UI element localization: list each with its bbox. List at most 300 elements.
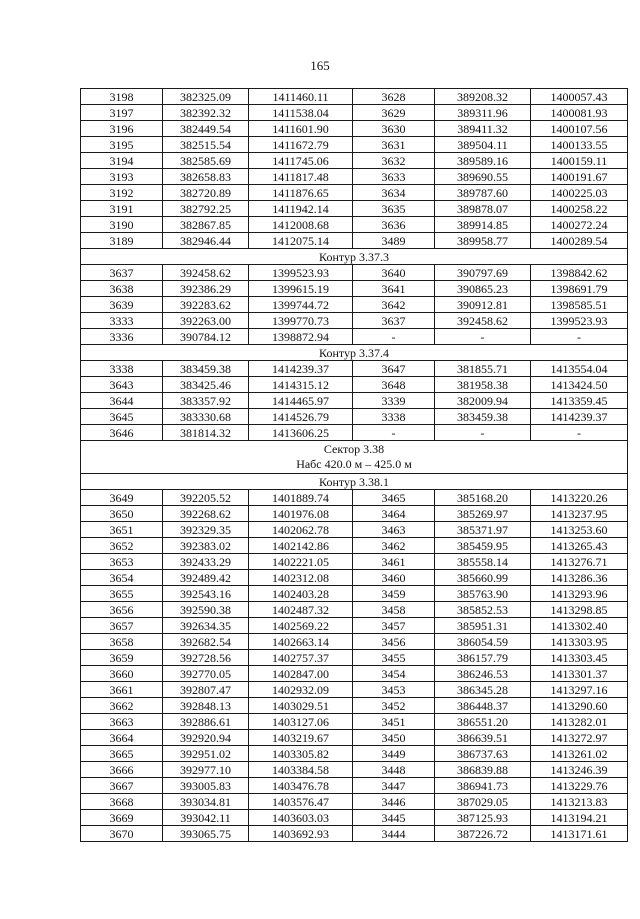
x-coordinate-cell: 383357.92: [163, 393, 249, 409]
x-coordinate-cell: 386639.51: [435, 730, 531, 746]
x-coordinate-cell: 392682.54: [163, 634, 249, 650]
y-coordinate-cell: 1414315.12: [249, 377, 353, 393]
y-coordinate-cell: 1413293.96: [531, 586, 628, 602]
coordinates-table: [80, 88, 628, 842]
y-coordinate-cell: 1399523.93: [249, 265, 353, 281]
x-coordinate-cell: 386448.37: [435, 698, 531, 714]
y-coordinate-cell: 1414465.97: [249, 393, 353, 409]
x-coordinate-cell: 385660.99: [435, 570, 531, 586]
point-number-cell: 3631: [353, 137, 435, 153]
y-coordinate-cell: 1411817.48: [249, 169, 353, 185]
x-coordinate-cell: 382720.89: [163, 185, 249, 201]
point-number-cell: 3644: [81, 393, 163, 409]
point-number-cell: 3464: [353, 506, 435, 522]
table-row: [81, 377, 628, 393]
point-number-cell: 3654: [81, 570, 163, 586]
point-number-cell: 3448: [353, 762, 435, 778]
contour-header-row: [81, 249, 628, 265]
point-number-cell: 3661: [81, 682, 163, 698]
point-number-cell: 3653: [81, 554, 163, 570]
table-row: [81, 89, 628, 105]
y-coordinate-cell: 1413290.60: [531, 698, 628, 714]
point-number-cell: 3489: [353, 233, 435, 249]
x-coordinate-cell: 392728.56: [163, 650, 249, 666]
y-coordinate-cell: 1413272.97: [531, 730, 628, 746]
table-row: [81, 137, 628, 153]
y-coordinate-cell: 1400159.11: [531, 153, 628, 169]
y-coordinate-cell: 1412008.68: [249, 217, 353, 233]
point-number-cell: 3458: [353, 602, 435, 618]
y-coordinate-cell: 1399744.72: [249, 297, 353, 313]
point-number-cell: 3666: [81, 762, 163, 778]
point-number-cell: 3463: [353, 522, 435, 538]
contour-heading: [81, 249, 628, 265]
x-coordinate-cell: 392205.52: [163, 490, 249, 506]
y-coordinate-cell: 1400081.93: [531, 105, 628, 121]
point-number-cell: 3189: [81, 233, 163, 249]
table-row: [81, 746, 628, 762]
x-coordinate-cell: 392886.61: [163, 714, 249, 730]
point-number-cell: 3450: [353, 730, 435, 746]
y-coordinate-cell: 1413297.16: [531, 682, 628, 698]
y-coordinate-cell: 1398691.79: [531, 281, 628, 297]
point-number-cell: 3333: [81, 313, 163, 329]
y-coordinate-cell: 1413213.83: [531, 794, 628, 810]
point-number-cell: 3452: [353, 698, 435, 714]
y-coordinate-cell: 1400191.67: [531, 169, 628, 185]
point-number-cell: 3629: [353, 105, 435, 121]
table-row: [81, 217, 628, 233]
x-coordinate-cell: 386054.59: [435, 634, 531, 650]
x-coordinate-cell: 386941.73: [435, 778, 531, 794]
x-coordinate-cell: 385269.97: [435, 506, 531, 522]
x-coordinate-cell: 382792.25: [163, 201, 249, 217]
y-coordinate-cell: 1413171.61: [531, 826, 628, 842]
y-coordinate-cell: 1413276.71: [531, 554, 628, 570]
y-coordinate-cell: 1401976.08: [249, 506, 353, 522]
point-number-cell: 3635: [353, 201, 435, 217]
y-coordinate-cell: 1413286.36: [531, 570, 628, 586]
table-row: [81, 233, 628, 249]
table-row: [81, 666, 628, 682]
table-row: [81, 265, 628, 281]
x-coordinate-cell: 386345.28: [435, 682, 531, 698]
x-coordinate-cell: 382946.44: [163, 233, 249, 249]
y-coordinate-cell: 1403029.51: [249, 698, 353, 714]
x-coordinate-cell: 393065.75: [163, 826, 249, 842]
y-coordinate-cell: 1398842.62: [531, 265, 628, 281]
point-number-cell: 3447: [353, 778, 435, 794]
point-number-cell: 3651: [81, 522, 163, 538]
table-row: [81, 185, 628, 201]
y-coordinate-cell: 1413606.25: [249, 425, 353, 441]
y-coordinate-cell: 1398585.51: [531, 297, 628, 313]
x-coordinate-cell: 390865.23: [435, 281, 531, 297]
y-coordinate-cell: 1414239.37: [531, 409, 628, 425]
x-coordinate-cell: 389311.96: [435, 105, 531, 121]
point-number-cell: 3633: [353, 169, 435, 185]
point-number-cell: 3465: [353, 490, 435, 506]
x-coordinate-cell: 383459.38: [163, 361, 249, 377]
table-row: [81, 297, 628, 313]
point-number-cell: 3339: [353, 393, 435, 409]
y-coordinate-cell: 1402062.78: [249, 522, 353, 538]
point-number-cell: -: [353, 329, 435, 345]
y-coordinate-cell: 1413298.85: [531, 602, 628, 618]
point-number-cell: 3658: [81, 634, 163, 650]
table-row: [81, 538, 628, 554]
y-coordinate-cell: -: [531, 425, 628, 441]
point-number-cell: 3456: [353, 634, 435, 650]
point-number-cell: 3652: [81, 538, 163, 554]
point-number-cell: 3444: [353, 826, 435, 842]
point-number-cell: 3642: [353, 297, 435, 313]
x-coordinate-cell: 393042.11: [163, 810, 249, 826]
y-coordinate-cell: 1403603.03: [249, 810, 353, 826]
y-coordinate-cell: 1402663.14: [249, 634, 353, 650]
x-coordinate-cell: 382325.09: [163, 89, 249, 105]
point-number-cell: 3194: [81, 153, 163, 169]
table-row: [81, 361, 628, 377]
table-row: [81, 121, 628, 137]
point-number-cell: 3638: [81, 281, 163, 297]
point-number-cell: 3637: [81, 265, 163, 281]
x-coordinate-cell: 390784.12: [163, 329, 249, 345]
x-coordinate-cell: 392489.42: [163, 570, 249, 586]
heading-line: Набс 420.0 м – 425.0 м: [296, 457, 412, 471]
x-coordinate-cell: 389690.55: [435, 169, 531, 185]
x-coordinate-cell: 387125.93: [435, 810, 531, 826]
x-coordinate-cell: 382009.94: [435, 393, 531, 409]
y-coordinate-cell: 1413237.95: [531, 506, 628, 522]
table-row: [81, 698, 628, 714]
heading-line: Контур 3.37.3: [319, 249, 389, 264]
y-coordinate-cell: 1413229.76: [531, 778, 628, 794]
point-number-cell: 3648: [353, 377, 435, 393]
point-number-cell: 3462: [353, 538, 435, 554]
y-coordinate-cell: 1411876.65: [249, 185, 353, 201]
y-coordinate-cell: 1413246.39: [531, 762, 628, 778]
point-number-cell: 3639: [81, 297, 163, 313]
y-coordinate-cell: 1413302.40: [531, 618, 628, 634]
table-row: [81, 169, 628, 185]
y-coordinate-cell: 1413303.45: [531, 650, 628, 666]
x-coordinate-cell: 392283.62: [163, 297, 249, 313]
x-coordinate-cell: 392590.38: [163, 602, 249, 618]
y-coordinate-cell: 1402403.28: [249, 586, 353, 602]
point-number-cell: 3657: [81, 618, 163, 634]
point-number-cell: 3192: [81, 185, 163, 201]
point-number-cell: 3336: [81, 329, 163, 345]
y-coordinate-cell: 1403476.78: [249, 778, 353, 794]
table-row: [81, 506, 628, 522]
x-coordinate-cell: 386737.63: [435, 746, 531, 762]
table-row: [81, 105, 628, 121]
heading-line: Контур 3.38.1: [319, 474, 389, 489]
y-coordinate-cell: 1411460.11: [249, 89, 353, 105]
point-number-cell: 3461: [353, 554, 435, 570]
table-row: [81, 794, 628, 810]
point-number-cell: -: [353, 425, 435, 441]
x-coordinate-cell: 389411.32: [435, 121, 531, 137]
x-coordinate-cell: 389914.85: [435, 217, 531, 233]
x-coordinate-cell: 389958.77: [435, 233, 531, 249]
x-coordinate-cell: 382867.85: [163, 217, 249, 233]
y-coordinate-cell: 1402847.00: [249, 666, 353, 682]
point-number-cell: 3659: [81, 650, 163, 666]
point-number-cell: 3634: [353, 185, 435, 201]
table-row: [81, 826, 628, 842]
x-coordinate-cell: 382658.83: [163, 169, 249, 185]
point-number-cell: 3445: [353, 810, 435, 826]
point-number-cell: 3191: [81, 201, 163, 217]
x-coordinate-cell: 392329.35: [163, 522, 249, 538]
x-coordinate-cell: 383425.46: [163, 377, 249, 393]
y-coordinate-cell: 1399770.73: [249, 313, 353, 329]
y-coordinate-cell: 1414526.79: [249, 409, 353, 425]
contour-heading: [81, 345, 628, 361]
point-number-cell: 3655: [81, 586, 163, 602]
point-number-cell: 3643: [81, 377, 163, 393]
x-coordinate-cell: 382392.32: [163, 105, 249, 121]
x-coordinate-cell: 392951.02: [163, 746, 249, 762]
x-coordinate-cell: 392807.47: [163, 682, 249, 698]
point-number-cell: 3660: [81, 666, 163, 682]
x-coordinate-cell: 389504.11: [435, 137, 531, 153]
x-coordinate-cell: 383330.68: [163, 409, 249, 425]
y-coordinate-cell: 1400289.54: [531, 233, 628, 249]
point-number-cell: 3460: [353, 570, 435, 586]
table-row: [81, 778, 628, 794]
point-number-cell: 3662: [81, 698, 163, 714]
table-row: [81, 682, 628, 698]
x-coordinate-cell: 385371.97: [435, 522, 531, 538]
point-number-cell: 3198: [81, 89, 163, 105]
x-coordinate-cell: 392458.62: [435, 313, 531, 329]
table-row: [81, 329, 628, 345]
x-coordinate-cell: 382515.54: [163, 137, 249, 153]
y-coordinate-cell: 1403384.58: [249, 762, 353, 778]
table-row: [81, 730, 628, 746]
point-number-cell: 3650: [81, 506, 163, 522]
x-coordinate-cell: 390797.69: [435, 265, 531, 281]
point-number-cell: 3449: [353, 746, 435, 762]
point-number-cell: 3636: [353, 217, 435, 233]
y-coordinate-cell: 1413253.60: [531, 522, 628, 538]
x-coordinate-cell: 382449.54: [163, 121, 249, 137]
x-coordinate-cell: 387226.72: [435, 826, 531, 842]
y-coordinate-cell: 1401889.74: [249, 490, 353, 506]
point-number-cell: 3668: [81, 794, 163, 810]
table-row: [81, 810, 628, 826]
table-row: [81, 409, 628, 425]
point-number-cell: 3667: [81, 778, 163, 794]
point-number-cell: 3454: [353, 666, 435, 682]
y-coordinate-cell: 1413554.04: [531, 361, 628, 377]
x-coordinate-cell: 385763.90: [435, 586, 531, 602]
table-row: [81, 153, 628, 169]
x-coordinate-cell: 392977.10: [163, 762, 249, 778]
y-coordinate-cell: 1411538.04: [249, 105, 353, 121]
table-row: [81, 281, 628, 297]
x-coordinate-cell: 390912.81: [435, 297, 531, 313]
point-number-cell: 3453: [353, 682, 435, 698]
table-row: [81, 522, 628, 538]
point-number-cell: 3663: [81, 714, 163, 730]
point-number-cell: 3451: [353, 714, 435, 730]
y-coordinate-cell: 1413265.43: [531, 538, 628, 554]
x-coordinate-cell: -: [435, 425, 531, 441]
contour-header-row: [81, 345, 628, 361]
contour-heading: [81, 474, 628, 490]
y-coordinate-cell: 1403219.67: [249, 730, 353, 746]
point-number-cell: 3646: [81, 425, 163, 441]
point-number-cell: 3632: [353, 153, 435, 169]
y-coordinate-cell: 1399523.93: [531, 313, 628, 329]
x-coordinate-cell: 392920.94: [163, 730, 249, 746]
y-coordinate-cell: 1403692.93: [249, 826, 353, 842]
point-number-cell: 3670: [81, 826, 163, 842]
table-row: [81, 602, 628, 618]
point-number-cell: 3196: [81, 121, 163, 137]
y-coordinate-cell: 1413194.21: [531, 810, 628, 826]
section-header-row: [81, 441, 628, 474]
x-coordinate-cell: 392458.62: [163, 265, 249, 281]
point-number-cell: 3338: [353, 409, 435, 425]
x-coordinate-cell: 392848.13: [163, 698, 249, 714]
table-row: [81, 650, 628, 666]
y-coordinate-cell: 1403305.82: [249, 746, 353, 762]
y-coordinate-cell: 1414239.37: [249, 361, 353, 377]
y-coordinate-cell: 1400133.55: [531, 137, 628, 153]
y-coordinate-cell: 1413301.37: [531, 666, 628, 682]
point-number-cell: 3459: [353, 586, 435, 602]
y-coordinate-cell: 1412075.14: [249, 233, 353, 249]
y-coordinate-cell: 1399615.19: [249, 281, 353, 297]
x-coordinate-cell: 389208.32: [435, 89, 531, 105]
point-number-cell: 3630: [353, 121, 435, 137]
point-number-cell: 3457: [353, 618, 435, 634]
y-coordinate-cell: 1403576.47: [249, 794, 353, 810]
y-coordinate-cell: 1400057.43: [531, 89, 628, 105]
x-coordinate-cell: 386246.53: [435, 666, 531, 682]
y-coordinate-cell: 1400107.56: [531, 121, 628, 137]
x-coordinate-cell: 392770.05: [163, 666, 249, 682]
y-coordinate-cell: 1402142.86: [249, 538, 353, 554]
point-number-cell: 3193: [81, 169, 163, 185]
heading-line: Контур 3.37.4: [319, 345, 389, 360]
x-coordinate-cell: 385459.95: [435, 538, 531, 554]
x-coordinate-cell: 389787.60: [435, 185, 531, 201]
y-coordinate-cell: 1402932.09: [249, 682, 353, 698]
table-row: [81, 393, 628, 409]
point-number-cell: 3637: [353, 313, 435, 329]
x-coordinate-cell: 381814.32: [163, 425, 249, 441]
y-coordinate-cell: 1402569.22: [249, 618, 353, 634]
table-row: [81, 490, 628, 506]
x-coordinate-cell: 392263.00: [163, 313, 249, 329]
table-row: [81, 618, 628, 634]
point-number-cell: 3647: [353, 361, 435, 377]
table-row: [81, 425, 628, 441]
x-coordinate-cell: 393005.83: [163, 778, 249, 794]
point-number-cell: 3656: [81, 602, 163, 618]
y-coordinate-cell: 1413303.95: [531, 634, 628, 650]
y-coordinate-cell: 1413261.02: [531, 746, 628, 762]
x-coordinate-cell: 385558.14: [435, 554, 531, 570]
y-coordinate-cell: 1411672.79: [249, 137, 353, 153]
table-row: [81, 634, 628, 650]
point-number-cell: 3640: [353, 265, 435, 281]
y-coordinate-cell: 1402312.08: [249, 570, 353, 586]
point-number-cell: 3190: [81, 217, 163, 233]
table-row: [81, 586, 628, 602]
point-number-cell: 3338: [81, 361, 163, 377]
y-coordinate-cell: 1400258.22: [531, 201, 628, 217]
point-number-cell: 3669: [81, 810, 163, 826]
x-coordinate-cell: -: [435, 329, 531, 345]
y-coordinate-cell: 1402757.37: [249, 650, 353, 666]
point-number-cell: 3197: [81, 105, 163, 121]
x-coordinate-cell: 389589.16: [435, 153, 531, 169]
x-coordinate-cell: 392268.62: [163, 506, 249, 522]
x-coordinate-cell: 381855.71: [435, 361, 531, 377]
y-coordinate-cell: 1402221.05: [249, 554, 353, 570]
point-number-cell: 3665: [81, 746, 163, 762]
contour-header-row: [81, 474, 628, 490]
y-coordinate-cell: 1403127.06: [249, 714, 353, 730]
y-coordinate-cell: -: [531, 329, 628, 345]
y-coordinate-cell: 1413282.01: [531, 714, 628, 730]
point-number-cell: 3446: [353, 794, 435, 810]
x-coordinate-cell: 393034.81: [163, 794, 249, 810]
y-coordinate-cell: 1400272.24: [531, 217, 628, 233]
x-coordinate-cell: 392634.35: [163, 618, 249, 634]
y-coordinate-cell: 1411942.14: [249, 201, 353, 217]
y-coordinate-cell: 1413220.26: [531, 490, 628, 506]
y-coordinate-cell: 1398872.94: [249, 329, 353, 345]
point-number-cell: 3649: [81, 490, 163, 506]
table-row: [81, 714, 628, 730]
x-coordinate-cell: 392433.29: [163, 554, 249, 570]
x-coordinate-cell: 386839.88: [435, 762, 531, 778]
x-coordinate-cell: 381958.38: [435, 377, 531, 393]
point-number-cell: 3645: [81, 409, 163, 425]
x-coordinate-cell: 385951.31: [435, 618, 531, 634]
x-coordinate-cell: 385168.20: [435, 490, 531, 506]
x-coordinate-cell: 382585.69: [163, 153, 249, 169]
x-coordinate-cell: 389878.07: [435, 201, 531, 217]
x-coordinate-cell: 383459.38: [435, 409, 531, 425]
y-coordinate-cell: 1411745.06: [249, 153, 353, 169]
table-row: [81, 762, 628, 778]
point-number-cell: 3641: [353, 281, 435, 297]
y-coordinate-cell: 1411601.90: [249, 121, 353, 137]
y-coordinate-cell: 1413424.50: [531, 377, 628, 393]
y-coordinate-cell: 1402487.32: [249, 602, 353, 618]
point-number-cell: 3628: [353, 89, 435, 105]
page-number: 165: [310, 58, 330, 73]
y-coordinate-cell: 1400225.03: [531, 185, 628, 201]
x-coordinate-cell: 386551.20: [435, 714, 531, 730]
point-number-cell: 3455: [353, 650, 435, 666]
x-coordinate-cell: 385852.53: [435, 602, 531, 618]
table-row: [81, 570, 628, 586]
x-coordinate-cell: 392386.29: [163, 281, 249, 297]
table-row: [81, 201, 628, 217]
table-row: [81, 554, 628, 570]
heading-line: Сектор 3.38: [323, 442, 385, 456]
